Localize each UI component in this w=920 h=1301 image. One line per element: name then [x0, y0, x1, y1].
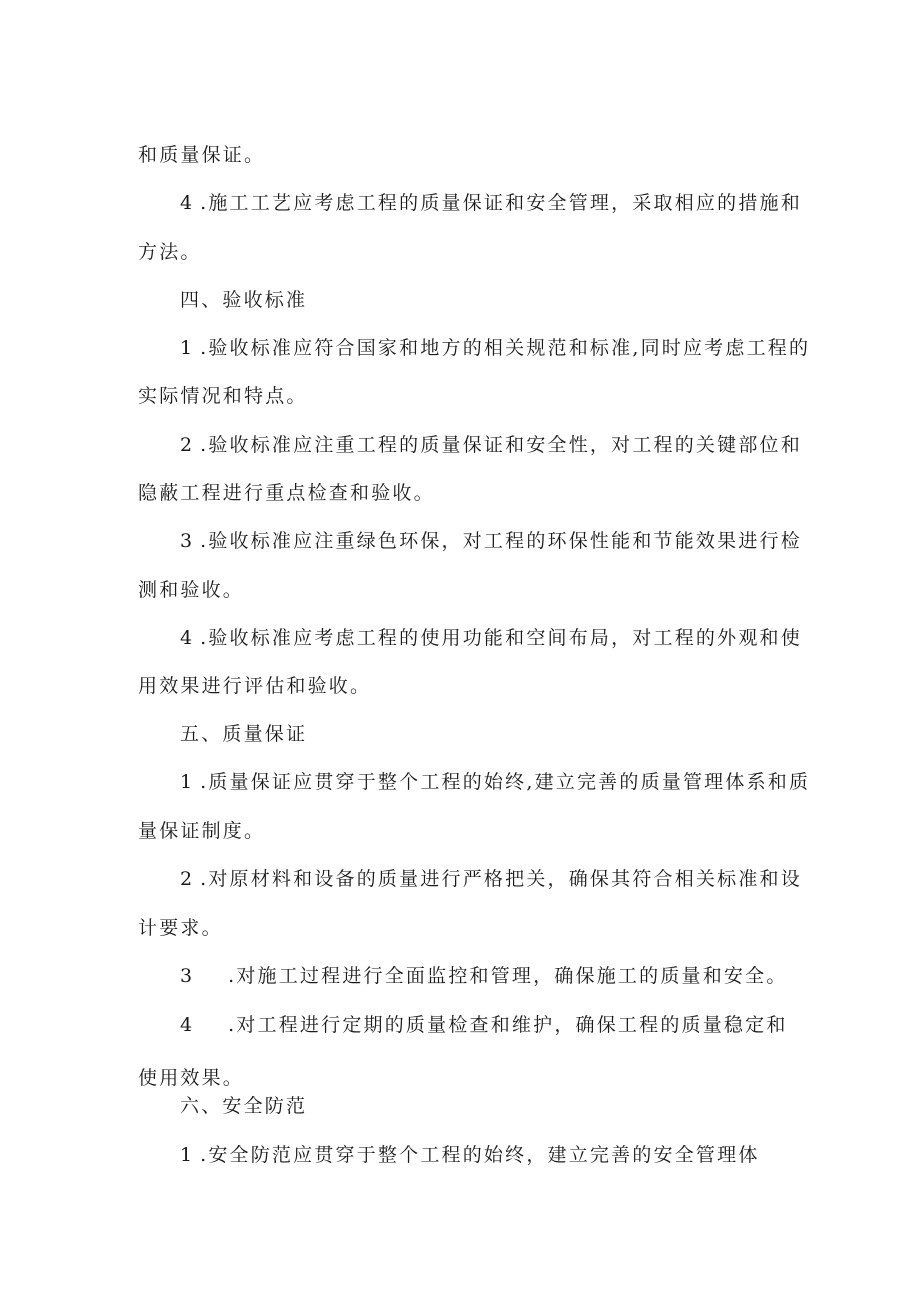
- list-item: [180, 867, 802, 891]
- text-line: 方法。: [138, 241, 202, 263]
- text-line: 使用效果。: [138, 1067, 245, 1089]
- item-number: 4: [180, 1014, 193, 1036]
- item-number: 1: [180, 337, 193, 359]
- list-item: [180, 964, 788, 988]
- item-text: .对工程进行定期的质量检查和维护，确保工程的质量稳定和: [228, 1014, 788, 1036]
- item-text: .验收标准应注重绿色环保，对工程的环保性能和节能效果进行检: [200, 530, 802, 552]
- section-heading: 五、质量保证: [180, 723, 308, 745]
- list-item: [180, 1143, 760, 1167]
- text-line: 实际情况和特点。: [138, 385, 308, 407]
- item-text: .验收标准应考虑工程的使用功能和空间布局，对工程的外观和使: [200, 627, 802, 649]
- item-number: 1: [180, 771, 193, 793]
- item-number: 3: [180, 530, 193, 552]
- item-text: .验收标准应符合国家和地方的相关规范和标准,同时应考虑工程的: [200, 337, 811, 359]
- section-heading: 六、安全防范: [180, 1095, 308, 1117]
- list-item: [180, 433, 802, 457]
- text-line: 用效果进行评估和验收。: [138, 675, 372, 697]
- item-number: 2: [180, 868, 193, 890]
- text-line: 测和验收。: [138, 579, 245, 601]
- item-number: 4: [180, 627, 193, 649]
- item-text: .安全防范应贯穿于整个工程的始终，建立完善的安全管理体: [200, 1144, 760, 1166]
- text-line: 隐蔽工程进行重点检查和验收。: [138, 482, 435, 504]
- item-number: 4: [180, 192, 193, 214]
- text-line: 和质量保证。: [138, 144, 266, 166]
- item-text: .对施工过程进行全面监控和管理，确保施工的质量和安全。: [228, 965, 788, 987]
- text-line: 量保证制度。: [138, 820, 266, 842]
- section-heading: 四、验收标准: [180, 289, 308, 311]
- list-item: [180, 770, 810, 794]
- item-number: 2: [180, 434, 193, 456]
- item-number: 3: [180, 965, 193, 987]
- item-text: .验收标准应注重工程的质量保证和安全性，对工程的关键部位和: [200, 434, 802, 456]
- text-line: 计要求。: [138, 917, 223, 939]
- list-item: [180, 1013, 788, 1037]
- list-item: [180, 626, 802, 650]
- list-item: [180, 336, 810, 360]
- list-item: [180, 529, 802, 553]
- item-text: .对原材料和设备的质量进行严格把关，确保其符合相关标准和设: [200, 868, 802, 890]
- item-number: 1: [180, 1144, 193, 1166]
- item-text: .质量保证应贯穿于整个工程的始终,建立完善的质量管理体系和质: [200, 771, 811, 793]
- item-text: .施工工艺应考虑工程的质量保证和安全管理，采取相应的措施和: [200, 192, 802, 214]
- list-item: [180, 191, 802, 215]
